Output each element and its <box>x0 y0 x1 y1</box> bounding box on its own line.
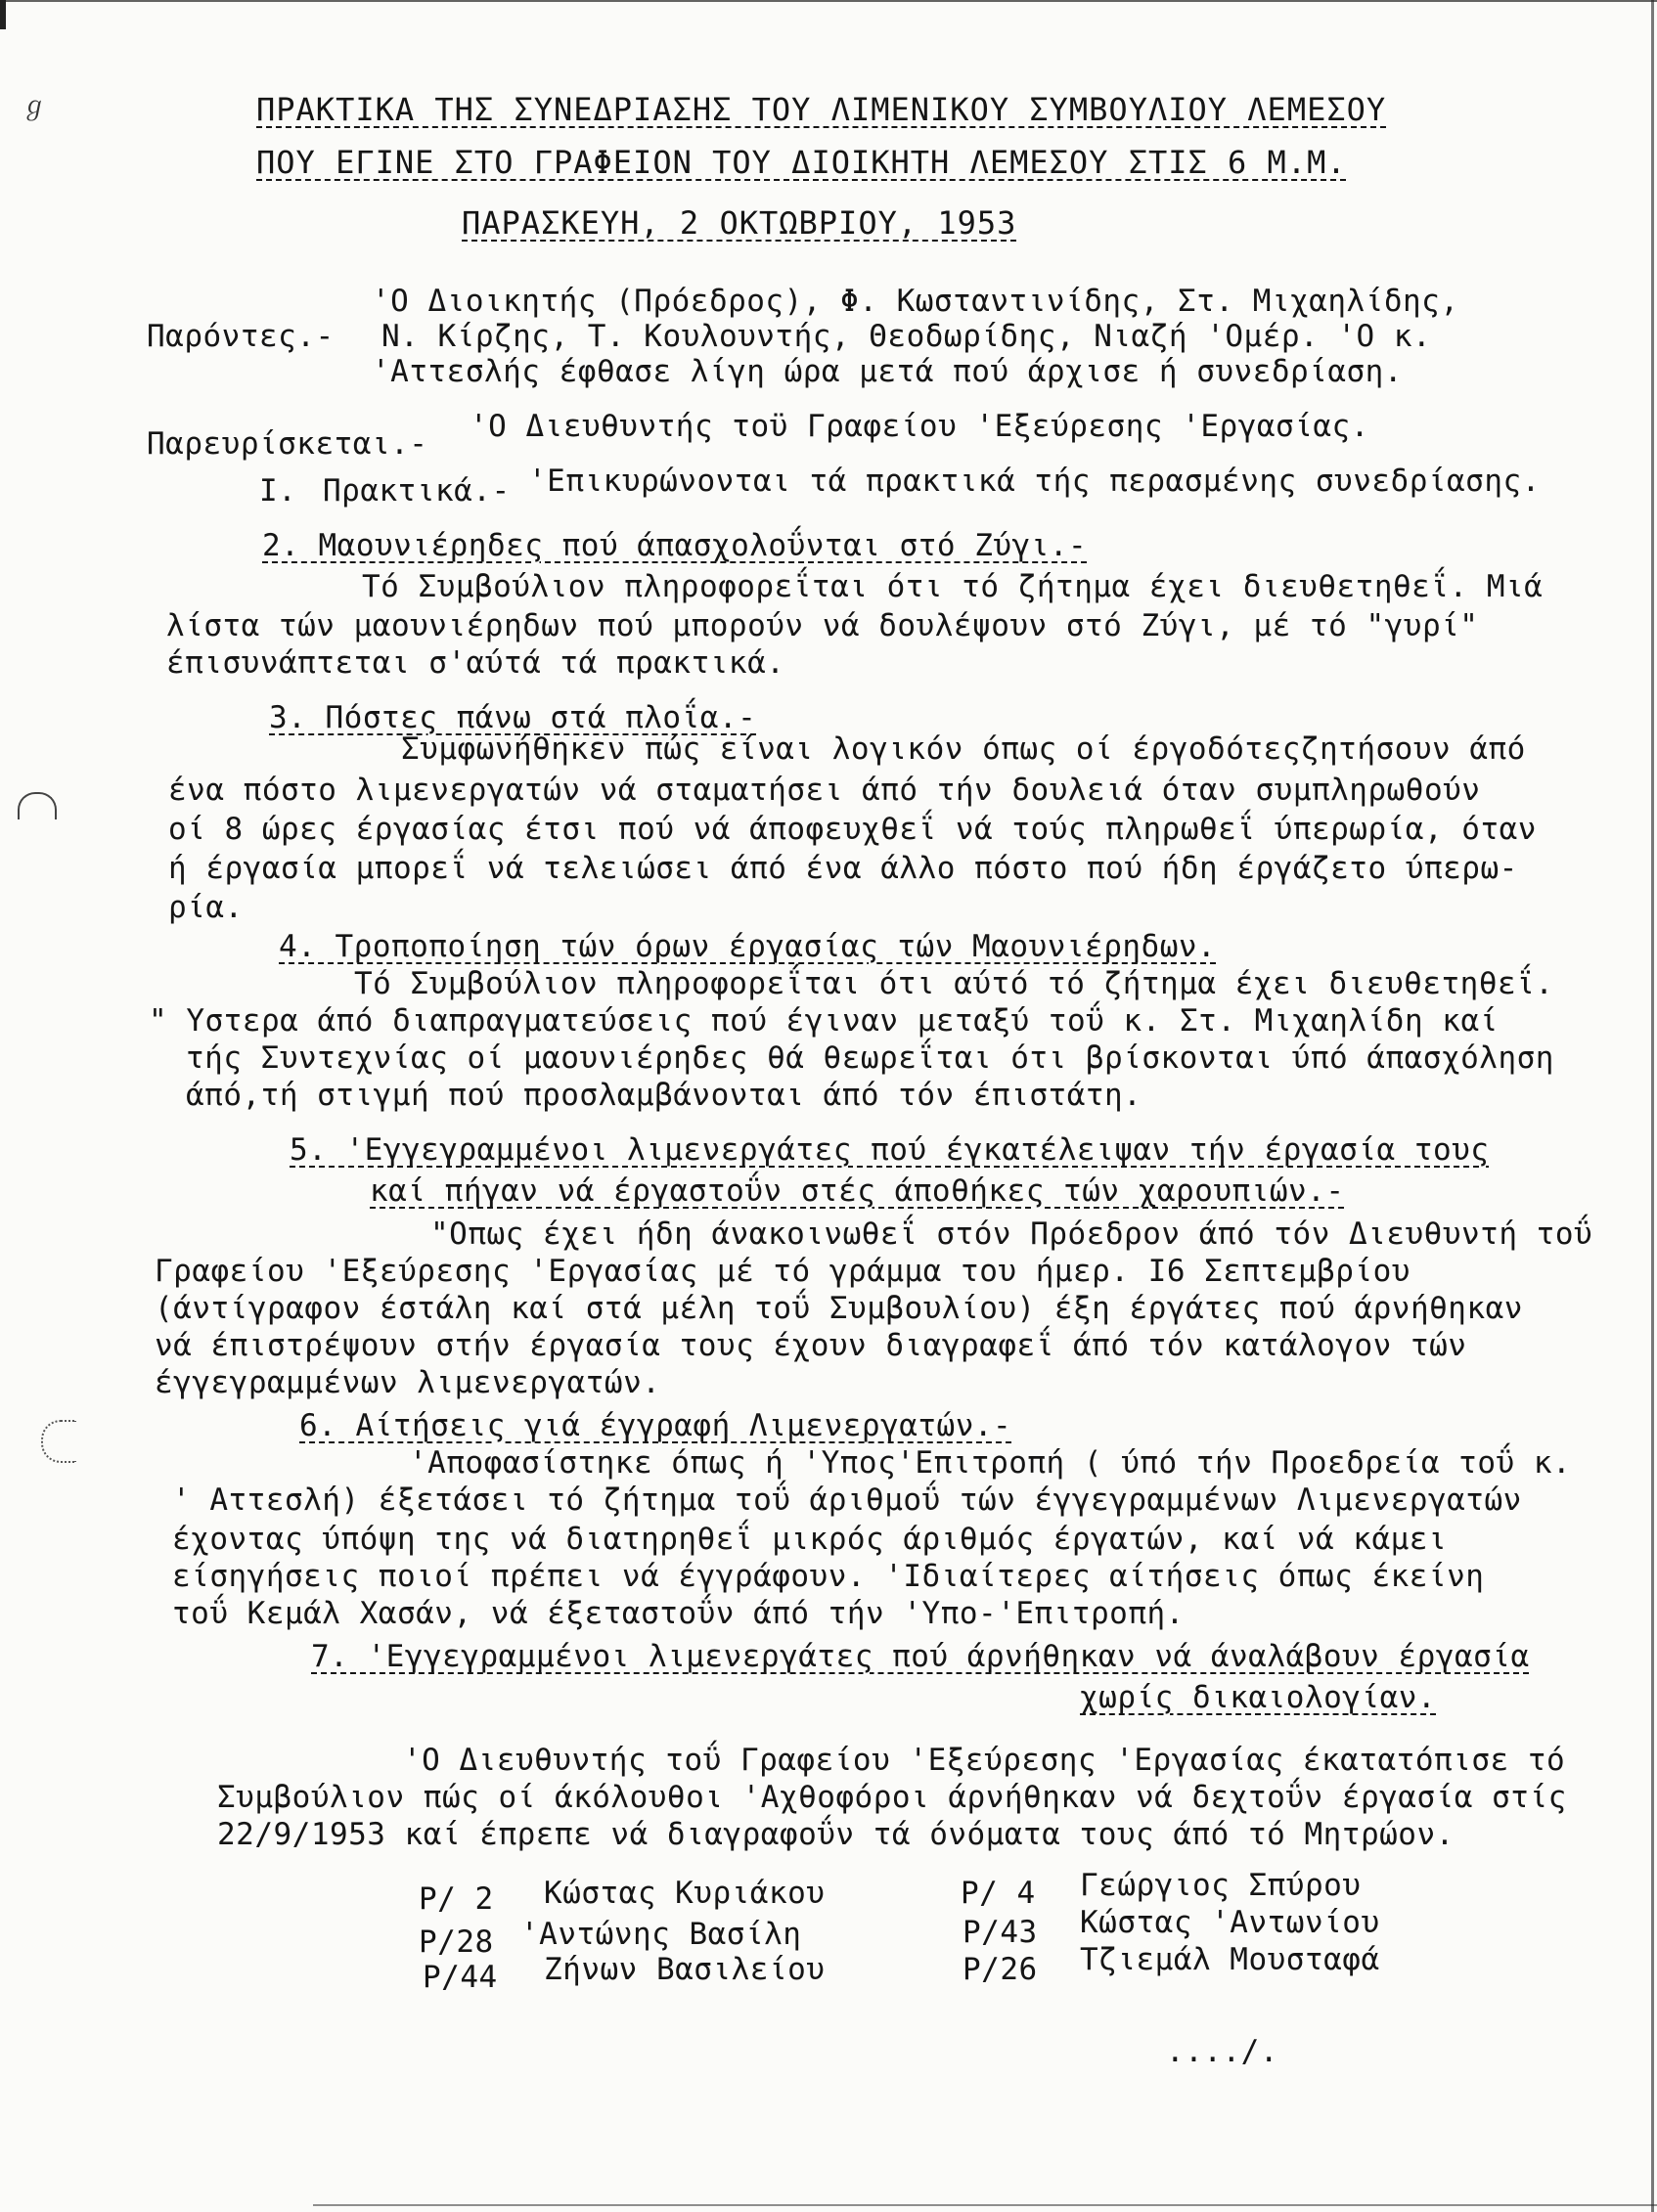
item3-line-2: ένα πόστο λιμενεργατών νά σταματήσει άπό τήν δουλειά όταν συμπληρωθούν <box>168 773 1481 808</box>
item1-text: 'Επικυρώνονται τά πρακτικά τής περασμένης συνεδρίασης. <box>528 464 1541 499</box>
item2-line-2: λίστα τών μαουνιέρηδων πού μπορούν νά δουλέψουν στό Ζύγι, μέ τό "γυρί" <box>166 608 1479 643</box>
left-corner-mark <box>0 0 6 29</box>
item7-line-1: 'Ο Διευθυντής τοΰ Γραφείου 'Εξεύρεσης 'Εργασίας έκατατόπισε τό <box>403 1743 1566 1778</box>
item3-line-1: Συμφωνήθηκεν πώς είναι λογικόν όπως οί έργοδότεςζητήσουν άπό <box>401 731 1526 767</box>
right-edge-line <box>1651 0 1654 2212</box>
worker-code: P/ 4 <box>961 1876 1036 1911</box>
present-line-3: 'Αττεσλής έφθασε λίγη ώρα μετά πού άρχισε ή συνεδρίαση. <box>372 354 1403 389</box>
worker-name: Τζιεμάλ Μουσταφά <box>1080 1942 1380 1977</box>
worker-name: 'Αντώνης Βασίλη <box>520 1917 802 1952</box>
worker-name: Κώστας Κυριάκου <box>544 1876 826 1911</box>
item6-line-1: 'Αποφασίστηκε όπως ή 'Υπος'Επιτροπή ( ύπό τήν Προεδρεία τοΰ κ. <box>409 1445 1572 1481</box>
worker-code: P/ 2 <box>419 1881 494 1917</box>
worker-name: Ζήνων Βασιλείου <box>544 1952 826 1987</box>
worker-code: P/43 <box>963 1915 1038 1950</box>
item5-line-4: νά έπιστρέψουν στήν έργασία τους έχουν διαγραφεΐ άπό τόν κατάλογον τών <box>155 1328 1467 1363</box>
continuation-mark: ..../. <box>1166 2034 1278 2069</box>
item6-line-5: τοΰ Κεμάλ Χασάν, νά έξεταστοΰν άπό τήν 'Υπο-'Επιτροπή. <box>172 1596 1185 1631</box>
also-present-text: 'Ο Διευθυντής τοϋ Γραφείου 'Εξεύρεσης 'Εργασίας. <box>470 409 1369 444</box>
title-line-1: ΠΡΑΚΤΙΚΑ ΤΗΣ ΣΥΝΕΔΡΙΑΣΗΣ ΤΟΥ ΛΙΜΕΝΙΚΟΥ ΣΥΜΒΟΥΛΙΟΥ ΛΕΜΕΣΟΥ <box>256 91 1387 128</box>
present-label: Παρόντες.- <box>147 319 335 354</box>
item2-heading: 2. Μαουνιέρηδες πού άπασχολοΰνται στό Ζύγι.- <box>262 528 1088 563</box>
item4-heading: 4. Τροποποίηση τών όρων έργασίας τών Μαουνιέρηδων. <box>279 929 1217 964</box>
item4-line-2: " Υστερα άπό διαπραγματεύσεις πού έγιναν μεταξύ τοΰ κ. Στ. Μιχαηλίδη καί <box>149 1003 1499 1039</box>
present-line-1: 'Ο Διοικητής (Πρόεδρος), Φ. Κωσταντινίδης, Στ. Μιχαηλίδης, <box>372 284 1459 319</box>
item5-heading-2: καί πήγαν νά έργαστοΰν στές άποθήκες τών χαρουπιών.- <box>370 1173 1345 1209</box>
worker-code: P/28 <box>419 1924 494 1960</box>
stray-ink-mark: ℊ <box>22 92 48 121</box>
title-line-2: ΠΟΥ ΕΓΙΝΕ ΣΤΟ ΓΡΑΦΕΙΟΝ ΤΟΥ ΔΙΟΙΚΗΤΗ ΛΕΜΕΣΟΥ ΣΤΙΣ 6 Μ.Μ. <box>256 144 1347 181</box>
present-line-2: Ν. Κίρζης, Τ. Κουλουντής, Θεοδωρίδης, Νιαζή 'Ομέρ. 'Ο κ. <box>381 319 1432 354</box>
item4-line-1: Τό Συμβούλιον πληροφορεΐται ότι αύτό τό ζήτημα έχει διευθετηθεΐ. <box>354 966 1554 1001</box>
item7-line-3: 22/9/1953 καί έπρεπε νά διαγραφοΰν τά όνόματα τους άπό τό Μητρώον. <box>217 1817 1455 1852</box>
item6-line-3: έχοντας ύπόψη της νά διατηρηθεΐ μικρός άριθμός έργατών, καί νά κάμει <box>172 1522 1448 1557</box>
worker-code: P/44 <box>423 1960 498 1995</box>
item4-line-4: άπό,τή στιγμή πού προσλαμβάνονται άπό τόν έπιστάτη. <box>186 1078 1142 1113</box>
item3-heading: 3. Πόστες πάνω στά πλοΐα.- <box>269 700 757 735</box>
item5-line-5: έγγεγραμμένων λιμενεργατών. <box>155 1365 661 1400</box>
item6-heading: 6. Αίτήσεις γιά έγγραφή Λιμενεργατών.- <box>299 1408 1012 1443</box>
also-present-label: Παρευρίσκεται.- <box>147 426 428 462</box>
item7-heading-1: 7. 'Εγγεγραμμένοι λιμενεργάτες πού άρνήθηκαν νά άναλάβουν έργασία <box>311 1639 1530 1674</box>
item5-heading-1: 5. 'Εγγεγραμμένοι λιμενεργάτες πού έγκατέλειψαν τήν έργασία τους <box>290 1132 1490 1168</box>
punch-hole-mark <box>18 792 57 819</box>
item2-line-1: Τό Συμβούλιον πληροφορεΐται ότι τό ζήτημα έχει διευθετηθεΐ. Μιά <box>362 569 1544 604</box>
item3-line-4: ή έργασία μπορεΐ νά τελειώσει άπό ένα άλλο πόστο πού ήδη έργάζετο ύπερω- <box>168 851 1518 886</box>
worker-name: Κώστας 'Αντωνίου <box>1080 1905 1380 1940</box>
bottom-edge-line <box>313 2204 1657 2206</box>
title-line-3: ΠΑΡΑΣΚΕΥΗ, 2 ΟΚΤΩΒΡΙΟΥ, 1953 <box>462 204 1017 242</box>
item6-line-4: είσηγήσεις ποιοί πρέπει νά έγγράφουν. 'Ιδιαίτερες αίτήσεις όπως έκείνη <box>172 1559 1485 1594</box>
item4-line-3: τής Συντεχνίας οί μαουνιέρηδες θά θεωρεΐται ότι βρίσκονται ύπό άπασχόληση <box>186 1040 1554 1076</box>
item7-heading-2: χωρίς δικαιολογίαν. <box>1080 1680 1437 1715</box>
item5-line-1: "Οπως έχει ήδη άνακοινωθεΐ στόν Πρόεδρον άπό τόν Διευθυντή τοΰ <box>430 1217 1593 1252</box>
item1-number: Ι. <box>259 473 297 509</box>
item3-line-5: ρία. <box>168 890 244 925</box>
item1-title: Πρακτικά.- <box>323 473 511 509</box>
worker-name: Γεώργιος Σπύρου <box>1080 1868 1362 1903</box>
item3-line-3: οί 8 ώρες έργασίας έτσι πού νά άποφευχθεΐ νά τούς πληρωθεΐ ύπερωρία, όταν <box>168 812 1537 847</box>
worker-code: P/26 <box>963 1952 1038 1987</box>
item5-line-2: Γραφείου 'Εξεύρεσης 'Εργασίας μέ τό γράμμα του ήμερ. Ι6 Σεπτεμβρίου <box>155 1254 1411 1289</box>
item5-line-3: (άντίγραφον έστάλη καί στά μέλη τοΰ Συμβουλίου) έξη έργάτες πού άρνήθηκαν <box>155 1291 1523 1326</box>
item7-line-2: Συμβούλιον πώς οί άκόλουθοι 'Αχθοφόροι άρνήθηκαν νά δεχτοΰν έργασία στίς <box>217 1780 1567 1815</box>
top-edge-line <box>0 0 1657 2</box>
item2-line-3: έπισυνάπτεται σ'αύτά τά πρακτικά. <box>166 645 785 681</box>
punch-hole-mark <box>41 1420 76 1463</box>
item6-line-2: ' Αττεσλή) έξετάσει τό ζήτημα τοΰ άριθμοΰ τών έγγεγραμμένων Λιμενεργατών <box>172 1482 1522 1518</box>
